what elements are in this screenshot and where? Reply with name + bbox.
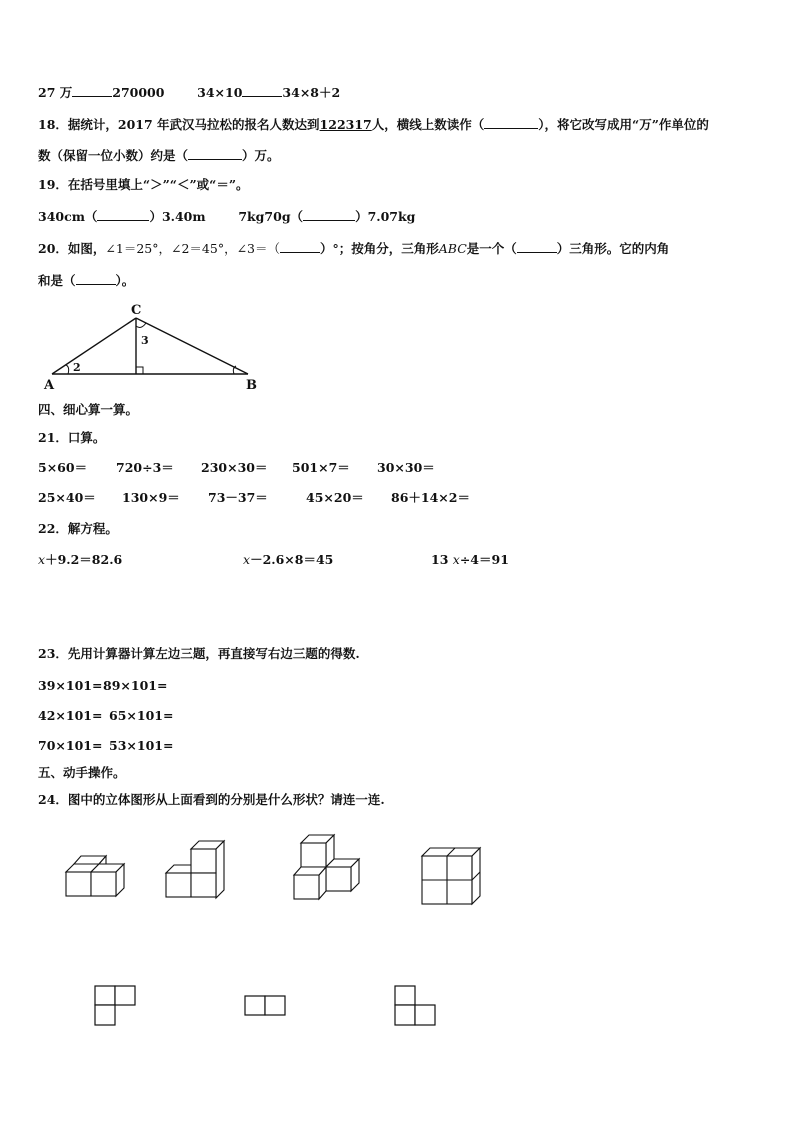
q17-b: 270000	[112, 85, 165, 100]
q23-r3-left: 70×101=	[38, 738, 103, 753]
q20-text-e: ）三角形。它的内角	[556, 241, 670, 256]
q23-r3-right: 53×101=	[109, 738, 174, 753]
q22-eq-3-rest: ÷4＝91	[459, 552, 509, 567]
q23-r2-right: 65×101=	[109, 708, 174, 723]
solid-figure-3	[294, 835, 359, 899]
q21-r2-c4: 45×20＝	[306, 490, 364, 505]
q20-abc: ABC	[438, 241, 467, 256]
q22-eq-3-pre: 13	[431, 552, 449, 567]
q17-c: 34×10	[197, 85, 243, 100]
q22-eq-2-var: x	[243, 552, 251, 567]
q22-eq-1-rest: ＋9.2＝82.6	[45, 552, 123, 567]
q20-text-g: ）。	[115, 273, 135, 288]
q18-text-1: 18．据统计，2017 年武汉马拉松的报名人数达到	[38, 117, 320, 132]
q20-text-f: 和是（	[38, 273, 76, 288]
q21-r2-c5: 86＋14×2＝	[391, 490, 470, 505]
q22-eq-1-var: x	[38, 552, 46, 567]
q20-text-b: ∠1＝25°，∠2＝45°，∠3＝（	[105, 241, 280, 256]
q21-r1-c2: 720÷3＝	[116, 460, 174, 475]
q23-r1-left: 39×101=	[38, 678, 103, 693]
q23-r1-right: 89×101=	[103, 678, 168, 693]
q19-right-a: 7kg70g（	[238, 209, 304, 224]
q20-text-d: 是一个（	[466, 241, 517, 256]
q22-title: 22．解方程。	[38, 521, 118, 536]
solid-figure-4	[422, 848, 480, 904]
top-view-shape-2	[245, 996, 285, 1015]
label-b: B	[246, 378, 257, 393]
q24-title: 24．图中的立体图形从上面看到的分别是什么形状？请连一连.	[38, 792, 385, 807]
q19-title: 19．在括号里填上“＞”“＜”或“＝”。	[38, 177, 249, 192]
q21-r1-c5: 30×30＝	[377, 460, 435, 475]
label-2: 2	[73, 361, 81, 374]
q18-text-5: ）万。	[242, 148, 280, 163]
q18-text-3: ），将它改写成用“万”作单位的	[538, 117, 709, 132]
label-a: A	[44, 378, 55, 393]
label-3: 3	[141, 334, 149, 347]
solid-figure-2	[166, 841, 224, 898]
section-4-heading: 四、细心算一算。	[38, 402, 139, 417]
top-view-shape-3	[395, 986, 435, 1025]
q17-a: 27 万	[38, 85, 73, 100]
q18-number: 122317	[319, 117, 372, 132]
q19-right-b: ）7.07kg	[355, 209, 416, 224]
q19-left-a: 340cm（	[38, 209, 98, 224]
q22-eq-3-var: x	[452, 552, 460, 567]
q18-text-2: 人，横线上数读作（	[371, 117, 485, 132]
q18-text-4: 数（保留一位小数）约是（	[38, 148, 189, 163]
q20-text-a: 20．如图，	[38, 241, 106, 256]
q21-r2-c1: 25×40＝	[38, 490, 96, 505]
q17-d: 34×8＋2	[282, 85, 341, 100]
label-c: C	[131, 303, 142, 318]
q20-text-c: ）°；按角分，三角形	[320, 241, 439, 256]
solid-figure-1	[66, 856, 124, 896]
q21-r2-c2: 130×9＝	[122, 490, 180, 505]
q23-r2-left: 42×101=	[38, 708, 103, 723]
top-view-shape-1	[95, 986, 135, 1025]
section-5-heading: 五、动手操作。	[38, 765, 126, 780]
q21-r1-c1: 5×60＝	[38, 460, 88, 475]
q21-r1-c4: 501×7＝	[292, 460, 350, 475]
q22-eq-2-rest: －2.6×8＝45	[250, 552, 334, 567]
q21-r2-c3: 73－37＝	[208, 490, 268, 505]
q21-r1-c3: 230×30＝	[201, 460, 268, 475]
q19-left-b: ）3.40m	[149, 209, 206, 224]
q21-title: 21．口算。	[38, 430, 106, 445]
q23-title: 23．先用计算器计算左边三题，再直接写右边三题的得数.	[38, 646, 360, 661]
